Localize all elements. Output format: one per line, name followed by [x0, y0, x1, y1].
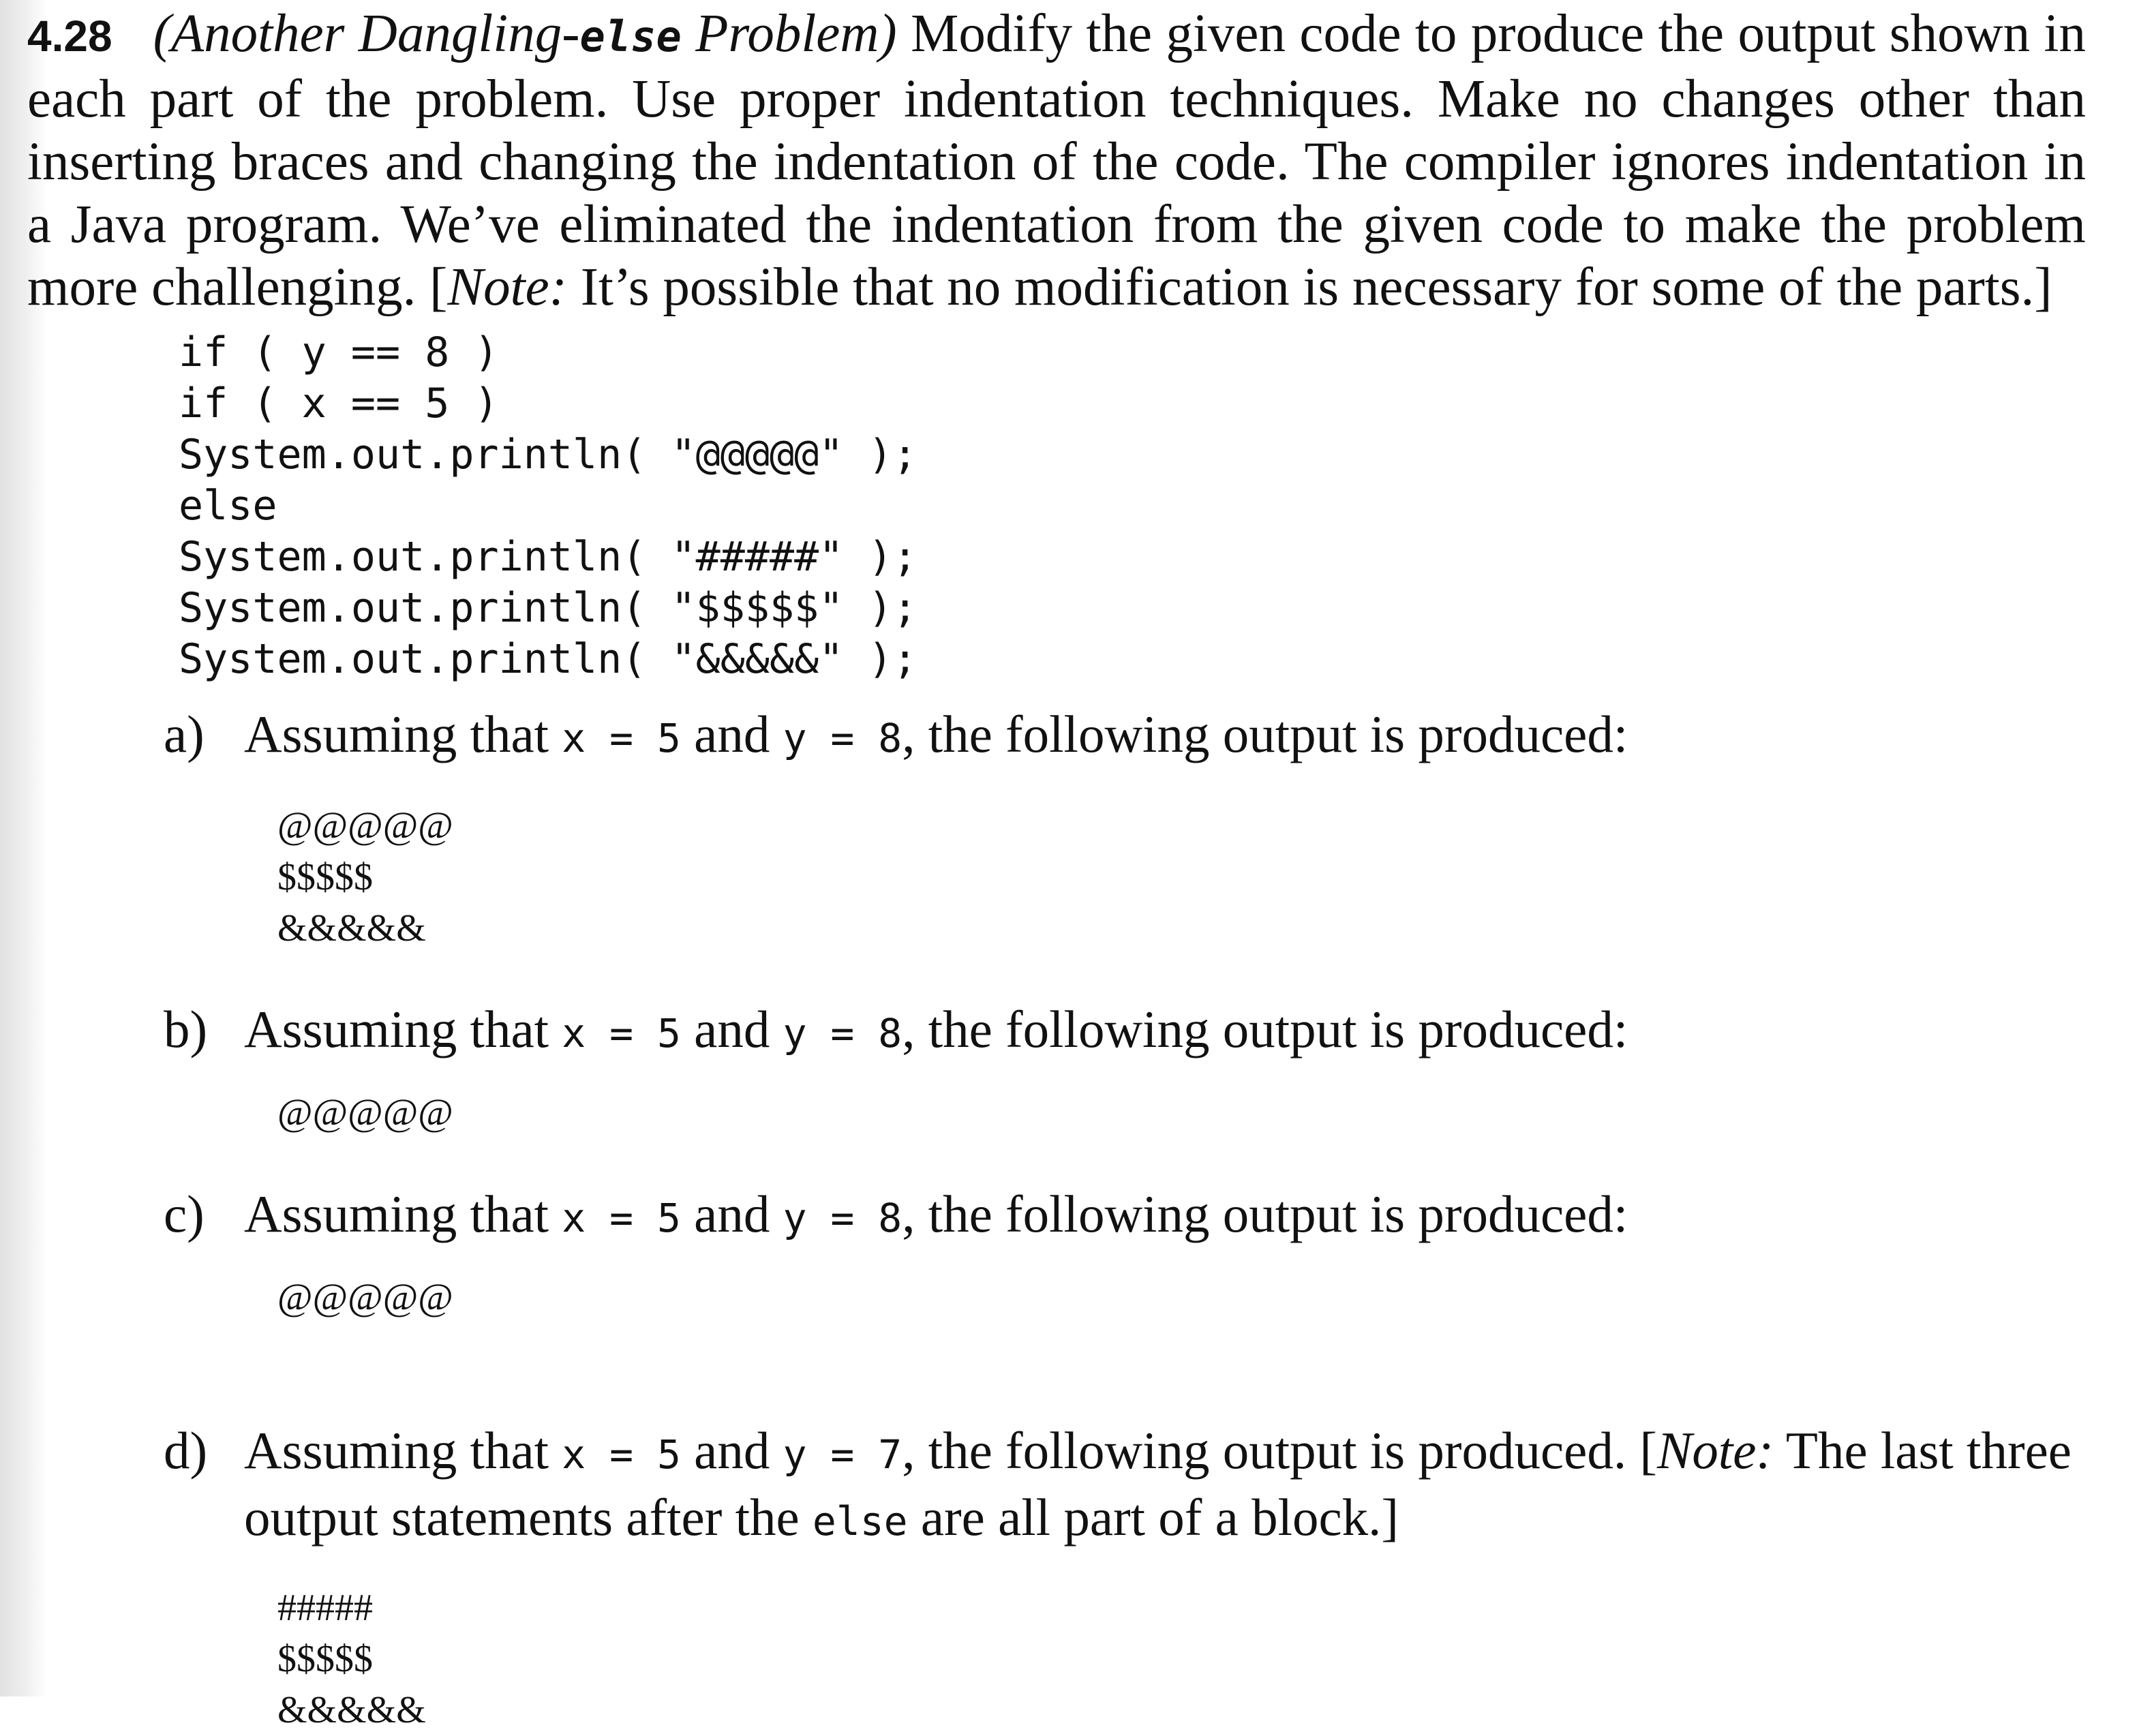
part-label: d): [164, 1421, 208, 1480]
exercise-text-1: Modify the given code to produce the output shown in each part of the problem. Use proper indentation techniques. Make no changes other than inserting braces and changing the indentation of the code. The compiler ignores indentation in a Java program. We’ve eliminated the indentation from the given code to make the problem more challenging. [: [27, 4, 2086, 317]
part-label: c): [164, 1185, 204, 1243]
note-label: Note:: [1656, 1421, 1774, 1480]
output-line: @@@@@: [277, 1092, 453, 1134]
textbook-page: [27, 0, 2086, 1736]
output-line: #####: [277, 1587, 373, 1629]
condition-x: x = 5: [562, 1431, 681, 1478]
part-b-output: [27, 1088, 2086, 1139]
part-b-prompt: b) Assuming that x = 5 and y = 8, the following output is produced:: [27, 998, 2086, 1065]
part-label: a): [164, 705, 204, 763]
code-line: System.out.println( "#####" );: [179, 533, 917, 581]
inline-code-else: else: [812, 1498, 908, 1544]
exercise-number: 4.28: [27, 12, 112, 61]
condition-x: x = 5: [562, 1010, 681, 1056]
output-line: @@@@@: [277, 1277, 453, 1319]
output-line: $$$$$: [277, 1638, 373, 1680]
part-d-prompt: d) Assuming that x = 5 and y = 7, the following output is produced. [Note: The last three output statements after the else are all part of a block.]: [27, 1419, 2086, 1553]
condition-x: x = 5: [562, 1195, 681, 1241]
part-a-prompt: a) Assuming that x = 5 and y = 8, the following output is produced:: [27, 703, 2086, 770]
code-line: System.out.println( "$$$$$" );: [179, 584, 917, 632]
exercise-statement: [27, 0, 2086, 319]
output-line: &&&&&: [277, 907, 426, 949]
output-line: @@@@@: [277, 805, 453, 847]
condition-y: y = 7: [783, 1431, 902, 1478]
part-c-output: [27, 1273, 2086, 1324]
part-d-output: [27, 1583, 2086, 1736]
condition-x: x = 5: [562, 715, 681, 761]
exercise-text-2: It’s possible that no modification is necessary for some of the parts.]: [566, 258, 2052, 317]
code-listing: [27, 319, 2086, 685]
code-line: if ( y == 8 ): [179, 329, 499, 376]
output-line: &&&&&: [277, 1689, 426, 1731]
code-line: System.out.println( "&&&&&" );: [179, 635, 917, 683]
code-line: else: [179, 482, 277, 530]
part-label: b): [164, 1000, 208, 1059]
note-label: Note:: [447, 258, 567, 317]
condition-y: y = 8: [783, 1010, 902, 1056]
code-line: System.out.println( "@@@@@" );: [179, 431, 917, 478]
condition-y: y = 8: [783, 715, 902, 761]
exercise-title: (Another Dangling-else Problem): [153, 4, 897, 63]
code-line: if ( x == 5 ): [179, 380, 499, 427]
part-c-prompt: c) Assuming that x = 5 and y = 8, the following output is produced:: [27, 1183, 2086, 1249]
title-code-else: else: [579, 12, 682, 61]
output-line: $$$$$: [277, 856, 373, 898]
part-a-output: [27, 801, 2086, 954]
condition-y: y = 8: [783, 1195, 902, 1241]
